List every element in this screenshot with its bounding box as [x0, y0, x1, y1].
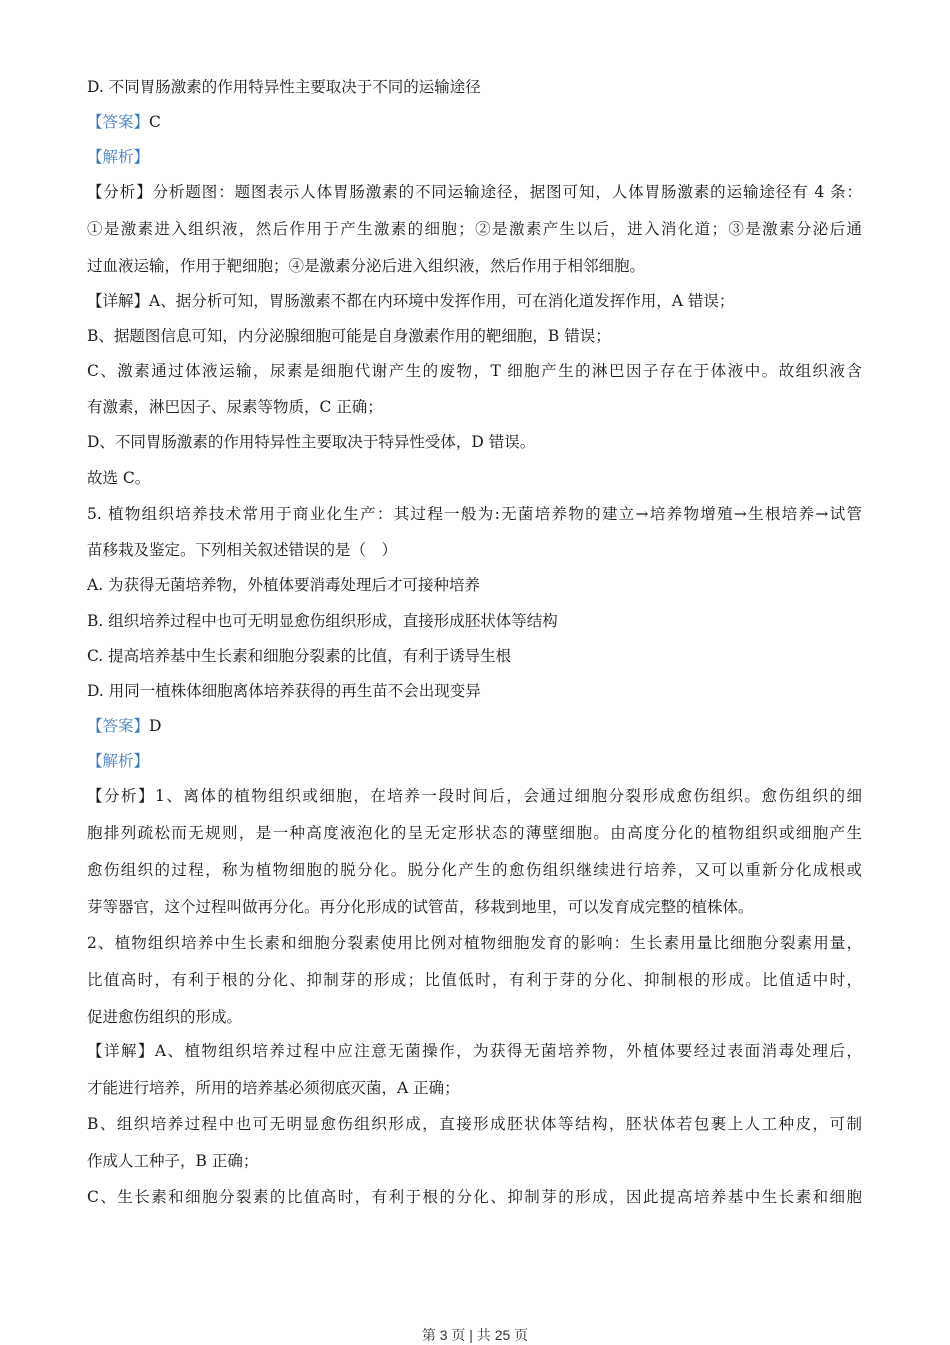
line-text: C、激素通过体液运输，尿素是细胞代谢产生的废物，T 细胞产生的淋巴因子存在于体液中。故组织液含	[87, 362, 862, 380]
line-text: C	[149, 113, 161, 131]
line-text: 才能进行培养，所用的培养基必须彻底灭菌，A 正确；	[87, 1079, 460, 1097]
section-tag: 【答案】	[87, 113, 150, 131]
text-line	[87, 933, 862, 953]
line-text: B. 组织培养过程中也可无明显愈伤组织形成，直接形成胚状体等结构	[87, 612, 558, 630]
text-line	[87, 716, 161, 736]
text-line	[87, 1114, 862, 1134]
text-line	[87, 432, 535, 452]
line-text: 有激素，淋巴因子、尿素等物质，C 正确；	[87, 398, 383, 416]
text-line	[87, 219, 862, 239]
line-text: 5. 植物组织培养技术常用于商业化生产：其过程一般为:无菌培养物的建立→培养物增殖→生根培养→试管	[87, 505, 862, 523]
line-text: D. 用同一植株体细胞离体培养获得的再生苗不会出现变异	[87, 682, 481, 700]
text-line	[87, 1041, 862, 1061]
line-text: A. 为获得无菌培养物，外植体要消毒处理后才可接种培养	[87, 576, 481, 594]
text-line	[87, 1007, 242, 1027]
text-line	[87, 468, 150, 488]
text-line	[87, 504, 862, 524]
section-tag: 【解析】	[87, 752, 150, 770]
text-line	[87, 681, 481, 701]
line-text: C、生长素和细胞分裂素的比值高时，有利于根的分化、抑制芽的形成，因此提高培养基中生长素和细胞	[87, 1188, 862, 1206]
line-text: 【分析】1、离体的植物组织或细胞，在培养一段时间后，会通过细胞分裂形成愈伤组织。愈伤组织的细	[87, 787, 862, 805]
line-text: D	[149, 717, 162, 735]
text-line	[87, 77, 481, 97]
text-line	[87, 326, 611, 346]
text-line	[87, 860, 862, 880]
line-text: 故选 C。	[87, 469, 151, 487]
text-line	[87, 147, 149, 167]
text-line	[87, 1151, 258, 1171]
text-line	[87, 1078, 460, 1098]
text-line	[87, 1187, 862, 1207]
text-line	[87, 823, 862, 843]
text-line	[87, 751, 149, 771]
line-text: 芽等器官，这个过程叫做再分化。再分化形成的试管苗，移栽到地里，可以发育成完整的植株体。	[87, 898, 754, 916]
text-line	[87, 256, 645, 276]
text-line	[87, 575, 480, 595]
line-text: ①是激素进入组织液，然后作用于产生激素的细胞；②是激素产生以后，进入消化道；③是激素分泌后通	[87, 220, 862, 238]
text-line	[87, 361, 862, 381]
line-text: C. 提高培养基中生长素和细胞分裂素的比值，有利于诱导生根	[87, 647, 512, 665]
text-line	[87, 540, 397, 560]
line-text: 【分析】分析题图：题图表示人体胃肠激素的不同运输途径，据图可知，人体胃肠激素的运输途径有 4 条：	[87, 183, 862, 201]
line-text: 比值高时，有利于根的分化、抑制芽的形成；比值低时，有利于芽的分化、抑制根的形成。比值适中时，	[87, 971, 862, 989]
text-line	[87, 182, 862, 202]
text-line	[87, 970, 862, 990]
text-line	[87, 611, 558, 631]
line-text: B、组织培养过程中也可无明显愈伤组织形成，直接形成胚状体等结构，胚状体若包裹上人工种皮，可制	[87, 1115, 862, 1133]
line-text: 【详解】A、据分析可知，胃肠激素不都在内环境中发挥作用，可在消化道发挥作用，A 错误；	[87, 292, 735, 310]
text-line	[87, 786, 862, 806]
line-text: 促进愈伤组织的形成。	[87, 1008, 243, 1026]
line-text: 胞排列疏松而无规则，是一种高度液泡化的呈无定形状态的薄壁细胞。由高度分化的植物组织或细胞产生	[87, 824, 862, 842]
section-tag: 【答案】	[87, 717, 150, 735]
text-line	[87, 646, 511, 666]
text-line	[87, 112, 161, 132]
text-line	[87, 291, 734, 311]
page-footer: 第 3 页 | 共 25 页	[421, 1327, 529, 1343]
line-text: 愈伤组织的过程，称为植物细胞的脱分化。脱分化产生的愈伤组织继续进行培养，又可以重新分化成根或	[87, 861, 862, 879]
line-text: 作成人工种子，B 正确；	[87, 1152, 259, 1170]
line-text: 【详解】A、植物组织培养过程中应注意无菌操作，为获得无菌培养物，外植体要经过表面消毒处理后，	[87, 1042, 862, 1060]
line-text: B、据题图信息可知，内分泌腺细胞可能是自身激素作用的靶细胞，B 错误；	[87, 327, 611, 345]
line-text: D. 不同胃肠激素的作用特异性主要取决于不同的运输途径	[87, 78, 481, 96]
section-tag: 【解析】	[87, 148, 150, 166]
line-text: 苗移栽及鉴定。下列相关叙述错误的是（ ）	[87, 541, 398, 559]
text-line	[87, 397, 383, 417]
line-text: 过血液运输，作用于靶细胞；④是激素分泌后进入组织液，然后作用于相邻细胞。	[87, 257, 646, 275]
line-text: D、不同胃肠激素的作用特异性主要取决于特异性受体，D 错误。	[87, 433, 536, 451]
text-line	[87, 897, 754, 917]
line-text: 2、植物组织培养中生长素和细胞分裂素使用比例对植物细胞发育的影响：生长素用量比细胞分裂素用量，	[87, 934, 862, 952]
